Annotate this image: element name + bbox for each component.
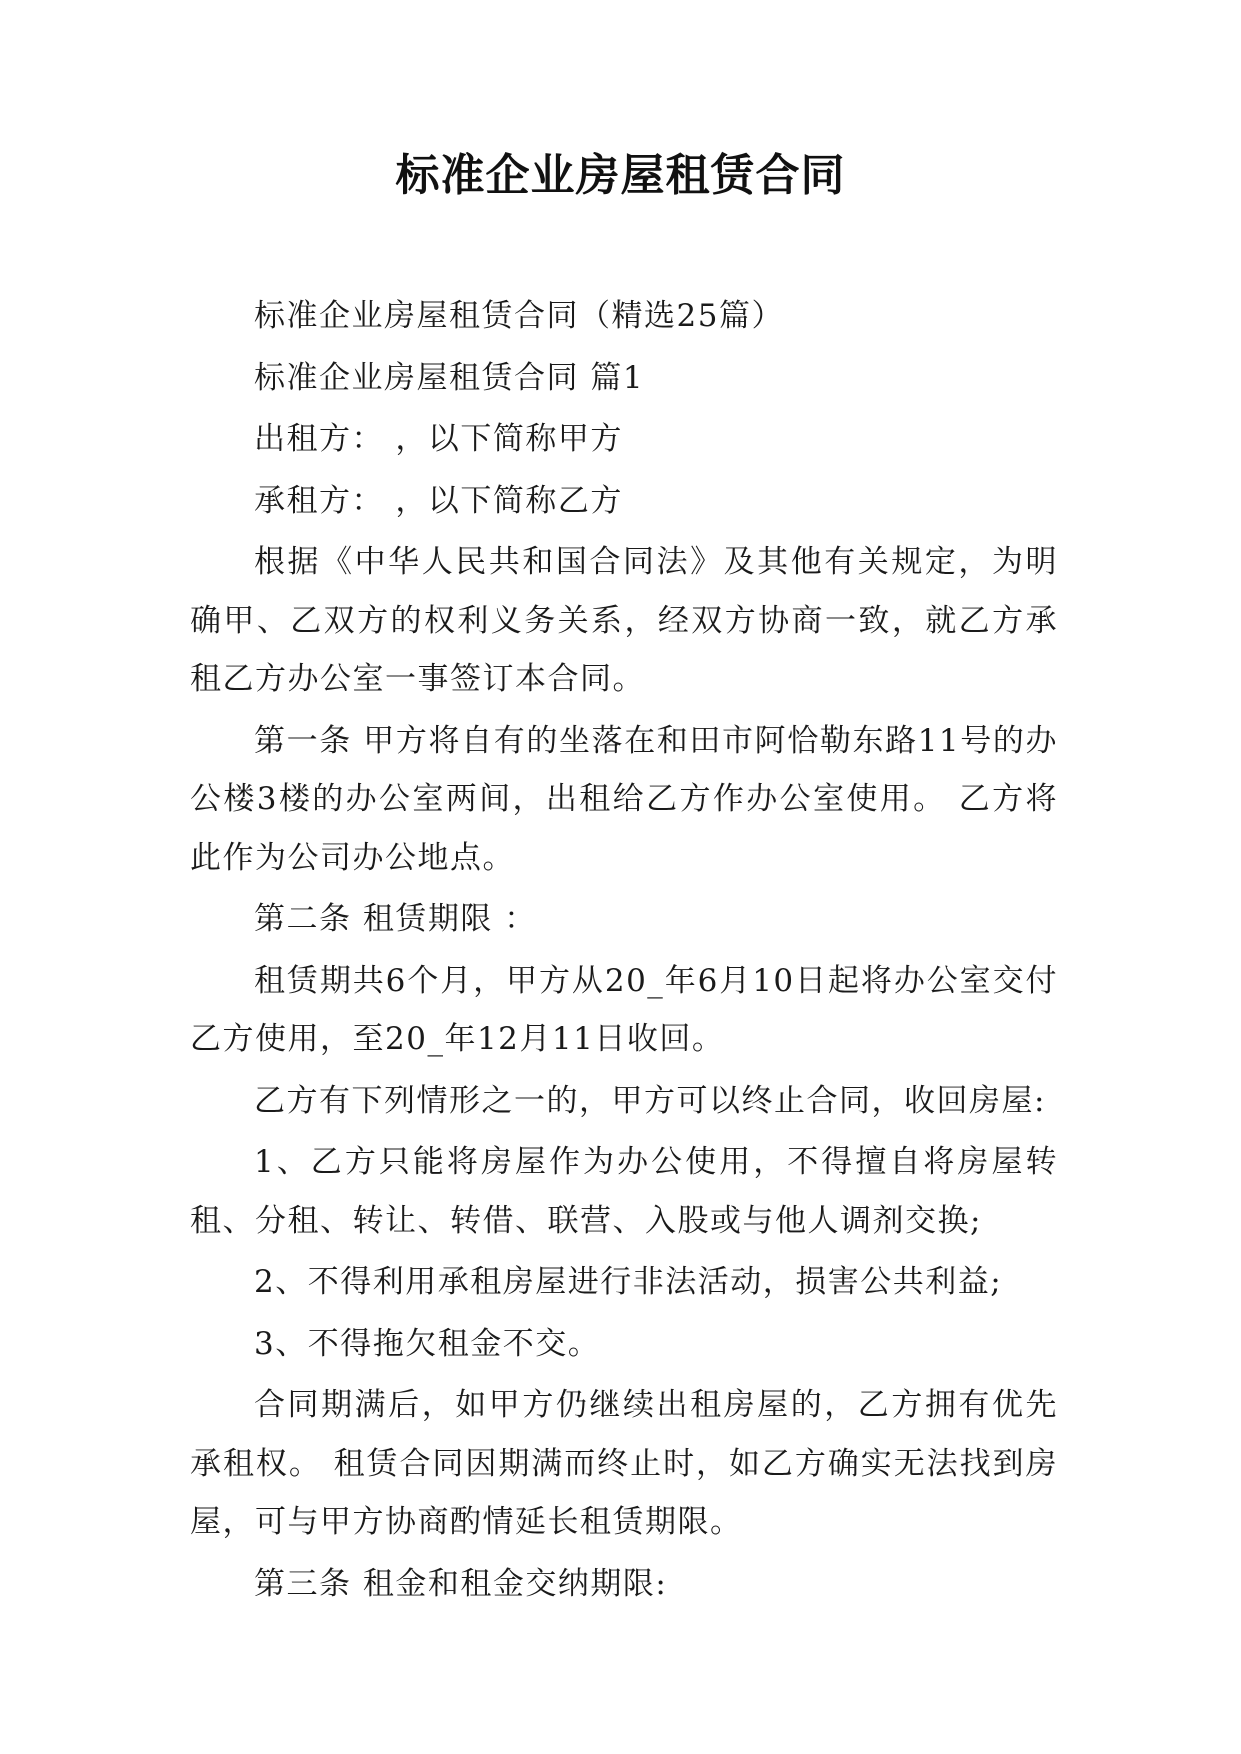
paragraph-article-heading: 标准企业房屋租赁合同 篇1 bbox=[254, 359, 645, 396]
paragraph-clause-1: 第一条 甲方将自有的坐落在和田市阿恰勒东路11号的办公楼3楼的办公室两间，出租给乙方作办公室使用。 乙方将此作为公司办公地点。 bbox=[190, 722, 1058, 876]
paragraph-condition-3: 3、不得拖欠租金不交。 bbox=[254, 1325, 601, 1362]
paragraph-collection-heading: 标准企业房屋租赁合同（精选25篇） bbox=[254, 298, 784, 334]
paragraph-renewal: 合同期满后，如甲方仍继续出租房屋的，乙方拥有优先承租权。 租赁合同因期满而终止时，如乙方确实无法找到房屋，可与甲方协商酌情延长租赁期限。 bbox=[190, 1387, 1058, 1540]
document-body bbox=[190, 287, 1058, 1616]
paragraph-clause-2-heading: 第二条 租赁期限 ： bbox=[254, 901, 537, 937]
paragraph-condition-2: 2、不得利用承租房屋进行非法活动，损害公共利益; bbox=[254, 1264, 1003, 1300]
paragraph-preamble: 根据《中华人民共和国合同法》及其他有关规定，为明确甲、乙双方的权利义务关系，经双方协商一致，就乙方承租乙方办公室一事签订本合同。 bbox=[190, 544, 1058, 697]
paragraph-clause-3-heading: 第三条 租金和租金交纳期限: bbox=[254, 1565, 668, 1602]
paragraph-lease-term: 租赁期共6个月，甲方从20_年6月10日起将办公室交付乙方使用，至20_年12月11日收回。 bbox=[190, 962, 1058, 1057]
paragraph-condition-1: 1、乙方只能将房屋作为办公使用，不得擅自将房屋转租、分租、转让、转借、联营、入股或与他人调剂交换; bbox=[190, 1144, 1058, 1239]
document-title: 标准企业房屋租赁合同 bbox=[395, 150, 846, 201]
paragraph-lessor: 出租方： ，以下简称甲方 bbox=[254, 421, 623, 457]
paragraph-lessee: 承租方： ，以下简称乙方 bbox=[254, 482, 623, 519]
paragraph-termination-conditions: 乙方有下列情形之一的，甲方可以终止合同，收回房屋: bbox=[254, 1082, 1046, 1119]
